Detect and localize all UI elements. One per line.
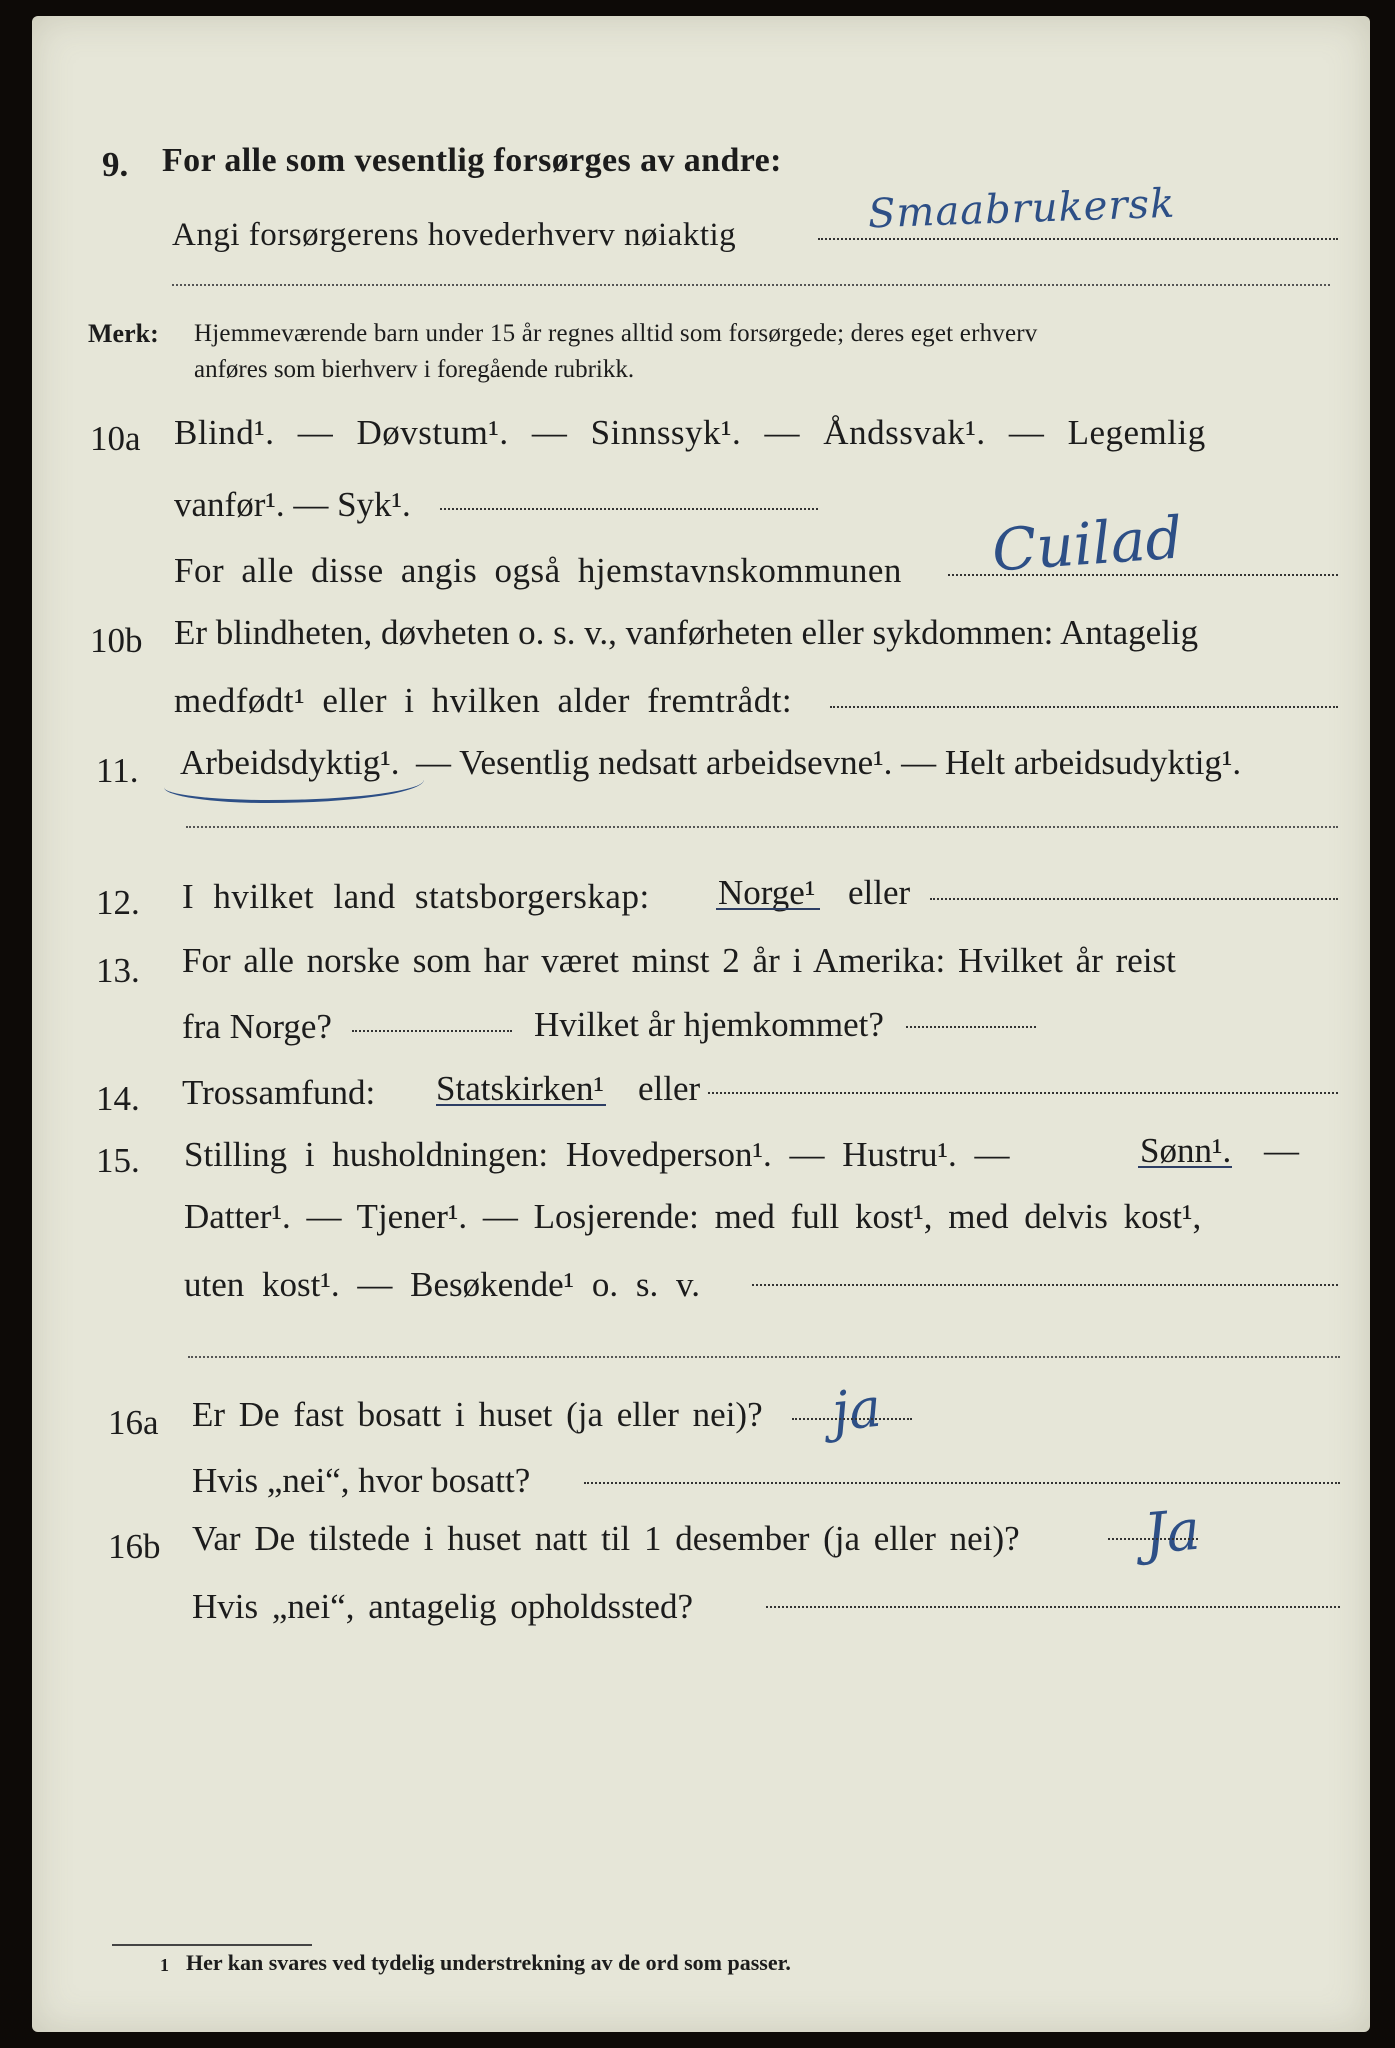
q11-option-arbeidsdyktig[interactable]: Arbeidsdyktig¹. [180,743,400,782]
q14-underline [436,1104,606,1106]
q13-line2a: fra Norge? [182,1007,332,1046]
q13-hjemkommet-line[interactable] [906,1026,1036,1028]
q10a-handwritten-answer[interactable]: Cuilad [989,503,1185,585]
q10a-number: 10a [90,419,141,458]
merk-line2: anføres som bierhverv i foregående rubrikk. [194,356,635,383]
q15-line3: uten kost¹. — Besøkende¹ o. s. v. [184,1265,701,1304]
q11-handwritten-underline [164,764,424,803]
q11-blank-line[interactable] [186,826,1338,828]
q16a-bosatt-line[interactable] [584,1482,1340,1484]
q10b-number: 10b [90,621,143,660]
q15-number: 15. [96,1141,140,1180]
q12-suffix: eller [848,873,911,912]
q16a-handwritten-answer[interactable]: ja [828,1375,885,1444]
merk-line1: Hjemmeværende barn under 15 år regnes alltid som forsørgede; deres eget erhverv [194,320,1038,347]
q12-option-norge[interactable]: Norge¹ [718,873,816,912]
q15-line1: Stilling i husholdningen: Hovedperson¹. — Hustru¹. — [184,1135,1010,1174]
q12-number: 12. [96,883,140,922]
q9-blank-line[interactable] [172,284,1330,286]
q10a-line3: For alle disse angis også hjemstavnskommunen [174,551,902,590]
q14-suffix: eller [638,1069,701,1108]
q10a-syk-line[interactable] [440,508,818,510]
q12-answer-line[interactable] [930,898,1338,900]
q16b-handwritten-answer[interactable]: Ja [1141,1497,1203,1568]
q16a-line2: Hvis „nei“, hvor bosatt? [192,1461,531,1500]
q16a-line1: Er De fast bosatt i huset (ja eller nei)? [192,1395,763,1434]
q11-number: 11. [96,751,139,790]
q9-number: 9. [102,145,129,184]
q10a-line1: Blind¹. — Døvstum¹. — Sinnssyk¹. — Åndssvak¹. — Legemlig [174,413,1206,452]
q9-line2: Angi forsørgerens hovederhverv nøiaktig [172,217,737,253]
q13-line1: For alle norske som har været minst 2 år i Amerika: Hvilket år reist [182,941,1176,980]
footnote-separator [112,1944,312,1946]
q12-underline [716,908,820,910]
q12-prefix: I hvilket land statsborgerskap: [182,877,650,916]
q10b-answer-line[interactable] [830,706,1338,708]
q15-line2: Datter¹. — Tjener¹. — Losjerende: med full kost¹, med delvis kost¹, [184,1197,1202,1236]
q15-blank-line[interactable] [188,1356,1340,1358]
q14-option-statskirken[interactable]: Statskirken¹ [436,1069,604,1108]
q16a-answer-line [792,1418,912,1420]
q9-handwritten-answer[interactable]: Smaabrukersk [867,180,1177,238]
q11-rest: — Vesentlig nedsatt arbeidsevne¹. — Helt arbeidsudyktig¹. [416,743,1242,782]
footnote-text: Her kan svares ved tydelig understrekning av de ord som passer. [186,1950,791,1975]
footnote-mark: 1 [160,1955,169,1975]
q10b-line1: Er blindheten, døvheten o. s. v., vanførheten eller sykdommen: Antagelig [174,613,1199,652]
q14-number: 14. [96,1079,140,1118]
q16b-line1: Var De tilstede i huset natt til 1 desember (ja eller nei)? [192,1519,1020,1558]
q15-answer-line[interactable] [752,1284,1338,1286]
q16b-opholdssted-line[interactable] [766,1606,1340,1608]
q16b-number: 16b [108,1527,161,1566]
q10a-line2: vanfør¹. — Syk¹. [174,485,411,524]
form-page [32,16,1370,2032]
q15-underline [1138,1166,1232,1168]
q14-answer-line[interactable] [708,1092,1338,1094]
q9-line1: For alle som vesentlig forsørges av andre: [162,142,782,179]
q13-number: 13. [96,951,140,990]
q13-reist-line[interactable] [352,1030,512,1032]
q9-answer-line [818,238,1338,240]
q14-prefix: Trossamfund: [182,1073,376,1112]
q16a-number: 16a [108,1403,159,1442]
q15-dash: — [1264,1131,1299,1170]
q16b-answer-line [1108,1538,1198,1540]
q15-option-sonn[interactable]: Sønn¹. [1140,1131,1232,1170]
q13-line2b: Hvilket år hjemkommet? [534,1005,884,1044]
merk-label: Merk: [88,319,159,348]
q10b-line2: medfødt¹ eller i hvilken alder fremtrådt: [174,681,793,720]
q16b-line2: Hvis „nei“, antagelig opholdssted? [192,1587,693,1626]
